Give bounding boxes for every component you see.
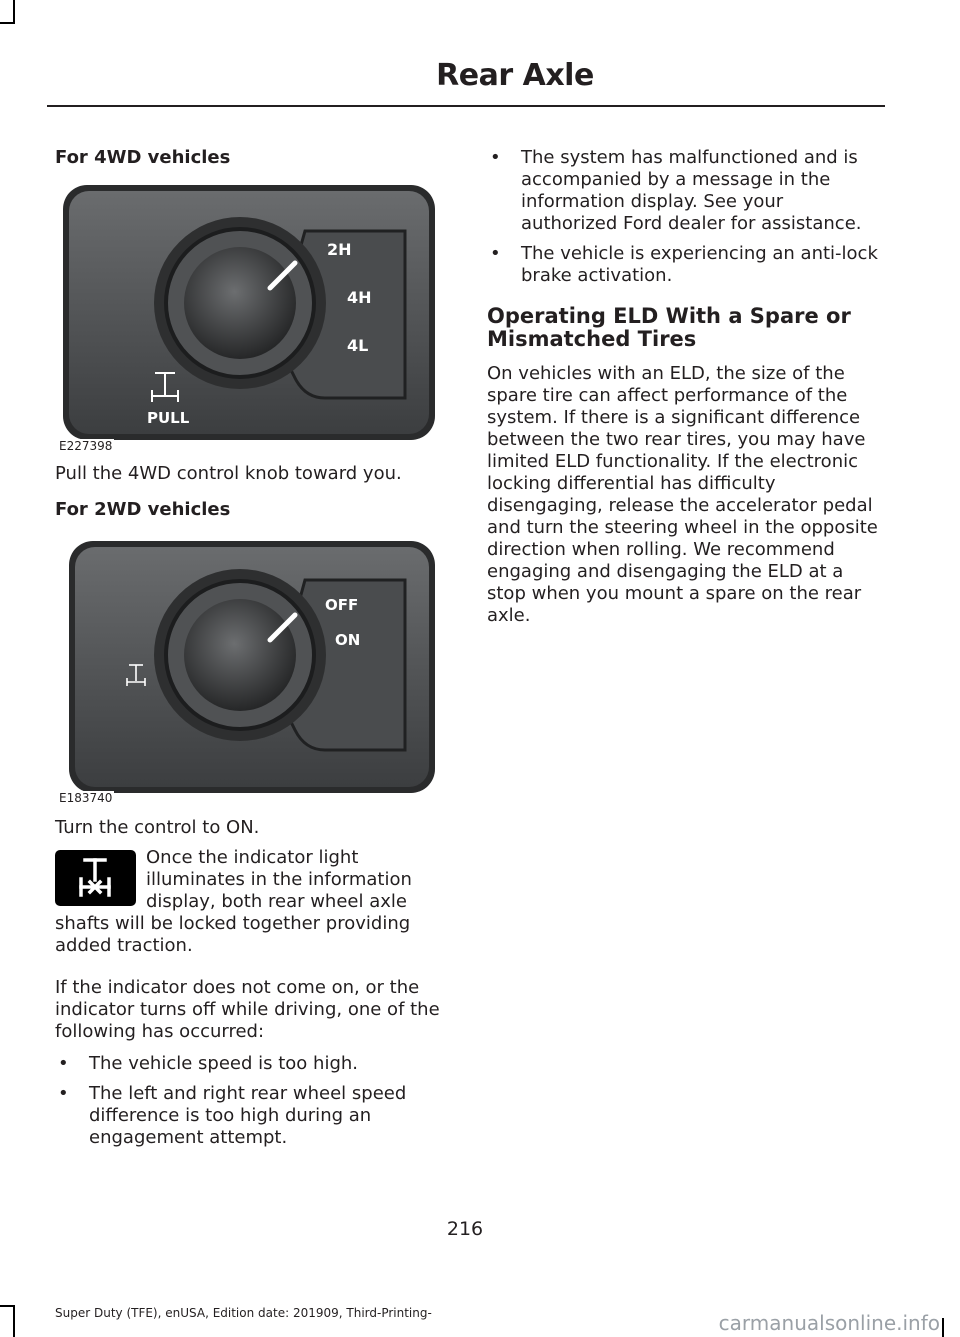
crop-mark-bottom-right-v — [942, 1318, 944, 1337]
heading-2wd: For 2WD vehicles — [55, 499, 231, 520]
watermark: carmanualsonline.info — [718, 1311, 940, 1335]
label-4h: 4H — [347, 288, 372, 307]
label-pull: PULL — [147, 409, 190, 427]
para-indicator: Once the indicator light illuminates in the information display, both rear wheel axle shafts will be locked together providing added traction. — [55, 847, 412, 956]
crop-mark-top-left-v — [13, 0, 15, 22]
label-4l: 4L — [347, 336, 369, 355]
right-bullet-list — [487, 147, 882, 287]
figure-id-1: E227398 — [59, 439, 113, 453]
label-2h: 2H — [327, 240, 352, 259]
page-title: Rear Axle — [436, 58, 594, 93]
left-bullet-list — [55, 1053, 450, 1149]
footer-edition: Super Duty (TFE), enUSA, Edition date: 201909, Third-Printing- — [55, 1306, 432, 1320]
2wd-control-knob-illustration — [55, 535, 440, 805]
section-heading-eld: Operating ELD With a Spare or Mismatched Tires — [487, 304, 851, 351]
figure-2wd-control — [55, 535, 440, 805]
list-item: • The system has malfunctioned and is accompanied by a message in the information display. See your authorized Ford dealer for assistance. — [487, 147, 882, 235]
indicator-paragraph — [55, 847, 450, 957]
4wd-control-knob-illustration — [55, 183, 440, 453]
rear-axle-lock-icon — [55, 850, 136, 906]
crop-mark-top-left-h — [0, 22, 15, 24]
figure-id-2: E183740 — [59, 791, 113, 805]
crop-mark-bottom-left-h — [0, 1305, 15, 1307]
right-column — [487, 147, 882, 627]
para-pull: Pull the 4WD control knob toward you. — [55, 463, 402, 484]
header-rule — [47, 105, 885, 107]
left-column — [55, 147, 450, 1149]
list-item: • The vehicle speed is too high. — [55, 1053, 450, 1075]
para-turn: Turn the control to ON. — [55, 817, 260, 838]
heading-4wd: For 4WD vehicles — [55, 147, 231, 168]
label-off: OFF — [325, 596, 359, 614]
figure-4wd-control — [55, 183, 440, 453]
list-item: • The left and right rear wheel speed difference is too high during an engagement attempt. — [55, 1083, 450, 1149]
list-item: • The vehicle is experiencing an anti-lock brake activation. — [487, 243, 882, 287]
para-if: If the indicator does not come on, or the indicator turns off while driving, one of the following has occurred: — [55, 977, 440, 1042]
para-eld: On vehicles with an ELD, the size of the spare tire can affect performance of the system. If there is a significant difference between the two rear tires, you may have limited ELD functionality. If the electronic locking differential has difficulty disengaging, release the accelerator pedal and turn the steering wheel in the opposite direction when rolling. We recommend engaging and disengaging the ELD at a stop when you mount a spare on the rear axle. — [487, 363, 878, 626]
label-on: ON — [335, 631, 361, 649]
crop-mark-bottom-left-v — [13, 1305, 15, 1337]
page-number: 216 — [446, 1218, 484, 1240]
